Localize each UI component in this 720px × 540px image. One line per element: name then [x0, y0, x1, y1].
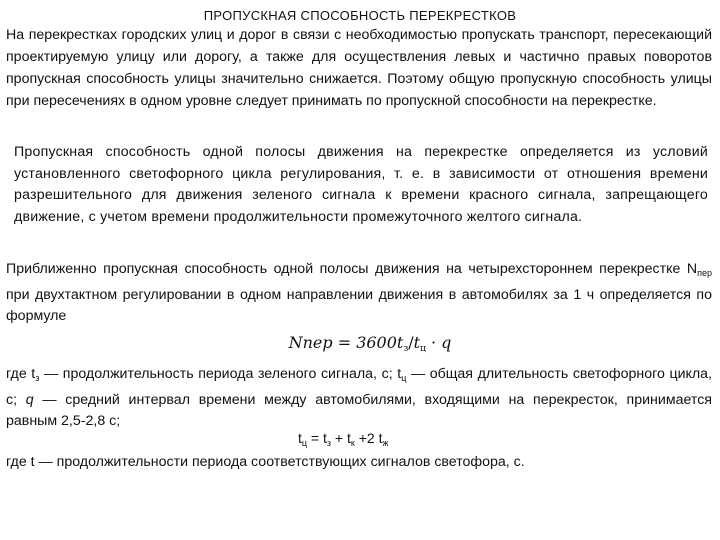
cycle-mid-2: + t	[331, 430, 351, 446]
subscript-per: пер	[697, 268, 712, 278]
paragraph-signal-cycle: Пропускная способность одной полосы движения на перекрестке определяется из условий установленного светофорного цикла регулирования, т. е. в зависимости от отношения времени разрешительного для движения зеленого сигнала к времени красного сигнала, запрещающего движение, с учетом времени продолжительности промежуточного желтого сигнала.	[14, 144, 708, 225]
formula-lhs: Nпер = 3600	[288, 333, 397, 352]
formula-capacity	[10, 333, 720, 354]
formula-t-cycle: t	[413, 333, 421, 352]
paragraph-approximation-text-1: Приближенно пропускная способность одной полосы движения на четырехстороннем перекрестке N	[6, 261, 698, 277]
definitions-sub-cycle: ц	[401, 373, 407, 383]
cycle-sub-zh: ж	[382, 438, 389, 448]
page-title: ПРОПУСКНАЯ СПОСОБНОСТЬ ПЕРЕКРЕСТКОВ	[203, 8, 517, 23]
formula-q: · q	[425, 333, 452, 352]
cycle-sub-c: ц	[301, 438, 308, 448]
definitions-text-2: — продолжительность периода зеленого сигнала, с; t	[39, 366, 402, 382]
definitions-text-3: — общая длительность светофорного цикла, с;	[6, 366, 712, 408]
definitions-sub-green: з	[35, 373, 40, 383]
formula-t-green-sub: з	[403, 344, 409, 354]
definitions-q: q	[25, 391, 34, 408]
cycle-t: t	[298, 430, 302, 446]
definitions-text-1: где t	[6, 366, 36, 382]
cycle-sub-z: з	[326, 438, 332, 448]
cycle-mid-3: +2 t	[354, 430, 383, 446]
paragraph-definitions	[6, 364, 712, 433]
paragraph-signal-periods: где t — продолжительности периода соответствующих сигналов светофора, с.	[6, 454, 525, 470]
paragraph-approximation	[6, 259, 712, 328]
formula-t-green: t	[396, 333, 404, 352]
cycle-mid-1: = t	[307, 430, 327, 446]
paragraph-approximation-text-2: при двухтактном регулировании в одном направлении движения в автомобилях за 1 ч определяется по формуле	[6, 286, 712, 324]
formula-cycle-sum	[298, 430, 389, 448]
cycle-sub-k: к	[350, 438, 355, 448]
formula-slash: /	[408, 333, 414, 352]
formula-t-cycle-sub: ц	[420, 344, 426, 354]
definitions-text-4: — средний интервал времени между автомобилями, входящими на перекресток, принимается равным 2,5-2,8 с;	[6, 391, 712, 429]
paragraph-intro: На перекрестках городских улиц и дорог в связи с необходимостью пропускать транспорт, пересекающий проектируемую улицу или дорогу, а также для осуществления левых и частично правых поворотов пропускная способность улицы значительно снижается. Поэтому общую пропускную способность улицы при пересечениях в одном уровне следует принимать по пропускной способности на перекрестке.	[6, 27, 712, 109]
